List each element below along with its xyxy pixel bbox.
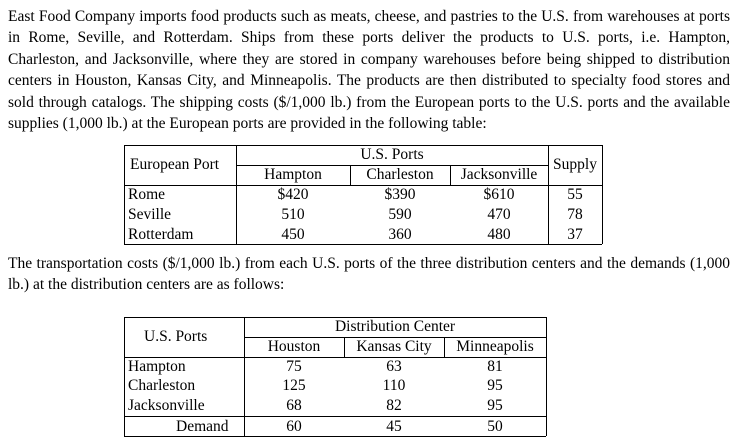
- table1-row-label: Rotterdam: [128, 226, 194, 243]
- table1-supply-header: Supply: [553, 156, 597, 173]
- table2-group-header: Distribution Center: [334, 318, 456, 335]
- table2-row-label: Hampton: [128, 358, 186, 375]
- table2-cell: 82: [386, 397, 402, 414]
- table1-cell: $610: [483, 186, 515, 203]
- table1-cell: 470: [487, 206, 511, 223]
- table1-supply-cell: 78: [567, 206, 583, 223]
- table1-cell: $420: [277, 186, 309, 203]
- table2-demand-cell: 60: [286, 418, 302, 435]
- table2-row-label: Charleston: [128, 377, 196, 394]
- table2-bottom-rule: [124, 436, 546, 437]
- table2-cell: 81: [487, 358, 503, 375]
- table1-cell: $390: [384, 186, 416, 203]
- intro-paragraph: East Food Company imports food products such as meats, cheese, and pastries to the U.S. from warehouses at ports in Rome, Seville, and Rotterdam. Ships from these ports deliver the products to U.S. ports, i.e. Hampton, Charleston, and Jacksonville, where they are stored in company warehouses before being shipped to distribution centers in Houston, Kansas City, and Minneapolis. The products are then distributed to specialty food stores and sold through catalogs. The shipping costs ($/1,000 lb.) from the European ports to the U.S. ports and the available supplies (1,000 lb.) at the European ports are provided in the following table:: [8, 8, 730, 133]
- table1-right-border: [602, 145, 603, 244]
- table1-row-header: European Port: [130, 156, 220, 173]
- table1-supply-cell: 37: [567, 226, 583, 243]
- table1-col-header: Hampton: [264, 166, 322, 183]
- table2-cell: 63: [386, 358, 402, 375]
- table2-col-header: Houston: [267, 338, 321, 355]
- table2-col-header: Kansas City: [356, 338, 432, 355]
- table2-cell: 110: [382, 377, 406, 394]
- table1-cell: 450: [281, 226, 305, 243]
- table2-demand-cell: 45: [386, 418, 402, 435]
- table2-cell: 68: [286, 397, 302, 414]
- table1-row-label: Rome: [128, 186, 166, 203]
- table2-cell: 95: [487, 377, 503, 394]
- table2-demand-label: Demand: [176, 418, 229, 435]
- table1-row-label: Seville: [128, 206, 172, 223]
- table1-supply-cell: 55: [567, 186, 583, 203]
- table1-group-header: U.S. Ports: [360, 146, 424, 163]
- table2-row-header: U.S. Ports: [144, 328, 208, 345]
- table1-cell: 590: [388, 206, 412, 223]
- table2-left-border: [124, 317, 125, 436]
- table2-col-header: Minneapolis: [456, 338, 534, 355]
- table2-demand-cell: 50: [487, 418, 503, 435]
- table1-left-border: [124, 145, 125, 244]
- middle-paragraph: The transportation costs ($/1,000 lb.) from each U.S. ports of the three distribution centers and the demands (1,000 lb.) at the distribution centers are as follows:: [8, 255, 730, 294]
- table2-right-border: [546, 317, 547, 436]
- table2-cell: 75: [286, 358, 302, 375]
- table1-col-header: Jacksonville: [460, 166, 538, 183]
- table1-col-header: Charleston: [366, 166, 434, 183]
- table1-bottom-rule: [124, 244, 602, 245]
- table2-cell: 125: [282, 377, 306, 394]
- table1-cell: 360: [388, 226, 412, 243]
- table2-cell: 95: [487, 397, 503, 414]
- table1-cell: 510: [281, 206, 305, 223]
- table1-cell: 480: [487, 226, 511, 243]
- table2-row-label: Jacksonville: [128, 397, 205, 414]
- table2-body-rule: [124, 416, 546, 417]
